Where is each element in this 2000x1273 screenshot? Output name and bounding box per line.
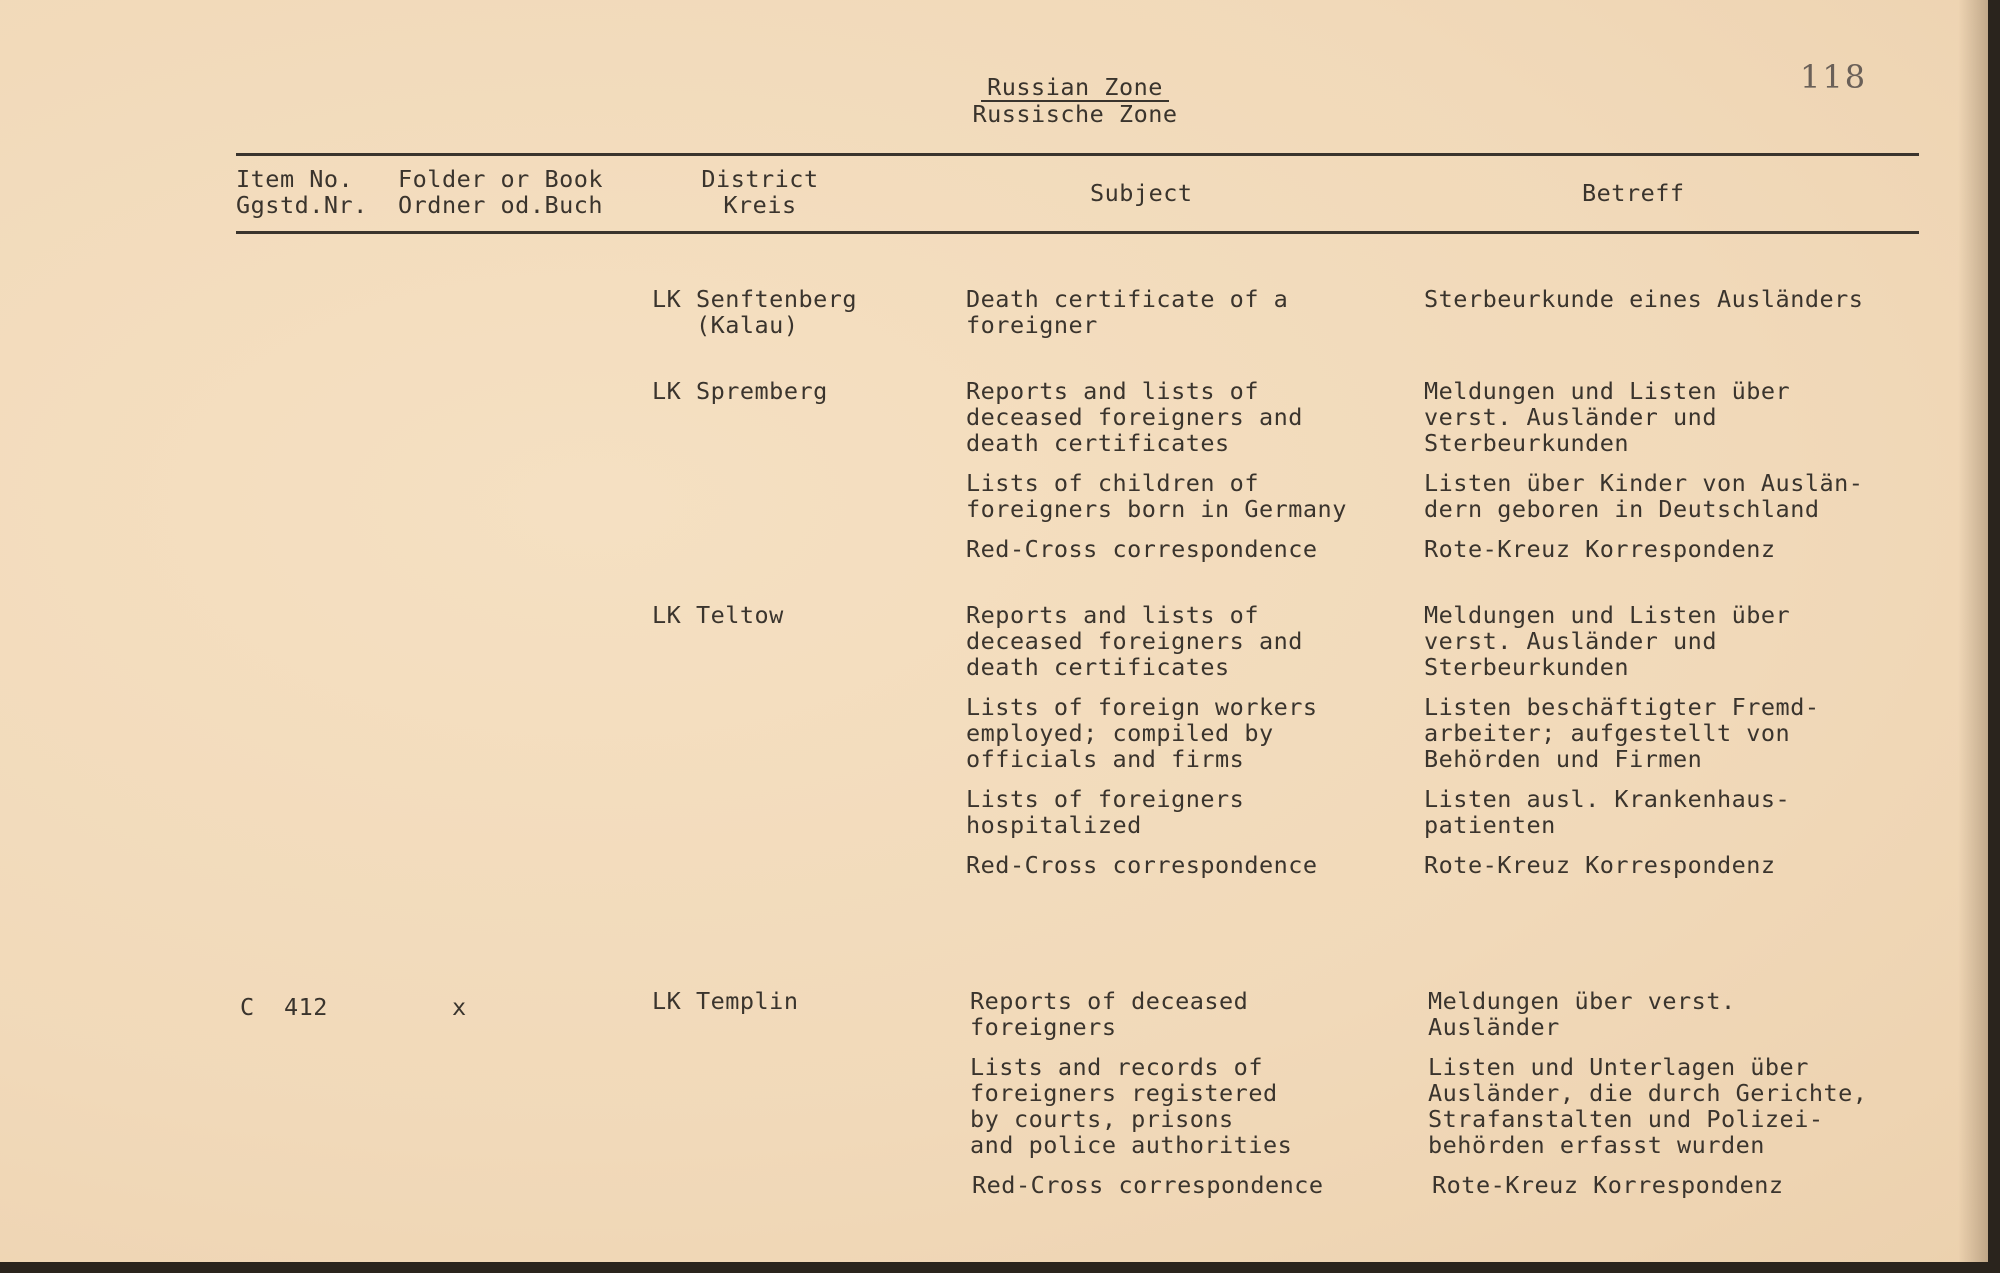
betreff-templin-3: Rote-Kreuz Korrespondenz — [1432, 1171, 1784, 1199]
column-header-district — [680, 166, 840, 218]
subject-spremberg-3: Red-Cross correspondence — [966, 535, 1318, 563]
betreff-spremberg-3: Rote-Kreuz Korrespondenz — [1424, 535, 1776, 563]
subject-teltow-2: Lists of foreign workers employed; compiled by officials and firms — [966, 693, 1318, 773]
betreff-senftenberg-1: Sterbeurkunde eines Ausländers — [1424, 285, 1864, 313]
column-header-district-de: Kreis — [723, 191, 797, 219]
betreff-teltow-1: Meldungen und Listen über verst. Ausländer und Sterbeurkunden — [1424, 601, 1791, 681]
column-header-item-de: Ggstd.Nr. — [236, 191, 368, 219]
zone-title-english: Russian Zone — [981, 74, 1169, 102]
district-senftenberg: LK Senftenberg (Kalau) — [652, 285, 858, 339]
column-header-folder — [398, 166, 603, 218]
subject-teltow-3: Lists of foreigners hospitalized — [966, 785, 1245, 839]
zone-title-german: Russische Zone — [972, 100, 1178, 128]
betreff-teltow-2: Listen beschäftigter Fremd- arbeiter; aufgestellt von Behörden und Firmen — [1424, 693, 1820, 773]
subject-teltow-4: Red-Cross correspondence — [966, 851, 1318, 879]
column-header-subject: Subject — [1090, 179, 1193, 207]
district-teltow: LK Teltow — [652, 601, 784, 629]
header-rule-bottom — [236, 231, 1919, 234]
zone-title — [960, 74, 1190, 126]
column-header-item-en: Item No. — [236, 165, 354, 193]
item-number-templin: C 412 — [240, 993, 328, 1021]
betreff-teltow-4: Rote-Kreuz Korrespondenz — [1424, 851, 1776, 879]
subject-teltow-1: Reports and lists of deceased foreigners and death certificates — [966, 601, 1303, 681]
subject-spremberg-2: Lists of children of foreigners born in Germany — [966, 469, 1347, 523]
subject-templin-1: Reports of deceased foreigners — [970, 987, 1249, 1041]
subject-spremberg-1: Reports and lists of deceased foreigners and death certificates — [966, 377, 1303, 457]
page-edge-shadow — [1958, 0, 1988, 1262]
betreff-spremberg-2: Listen über Kinder von Auslän- dern geboren in Deutschland — [1424, 469, 1864, 523]
district-spremberg: LK Spremberg — [652, 377, 828, 405]
column-header-folder-en: Folder or Book — [398, 165, 604, 193]
column-header-item — [236, 166, 368, 218]
subject-senftenberg-1: Death certificate of a foreigner — [966, 285, 1289, 339]
subject-templin-2: Lists and records of foreigners registered by courts, prisons and police authorities — [970, 1053, 1293, 1159]
district-templin: LK Templin — [652, 987, 799, 1015]
betreff-teltow-3: Listen ausl. Krankenhaus- patienten — [1424, 785, 1791, 839]
column-header-district-en: District — [701, 165, 819, 193]
folder-mark-templin: x — [452, 993, 467, 1021]
betreff-templin-2: Listen und Unterlagen über Ausländer, die durch Gerichte, Strafanstalten und Polizei- behörden erfasst wurden — [1428, 1053, 1868, 1159]
subject-templin-3: Red-Cross correspondence — [972, 1171, 1324, 1199]
header-rule-top — [236, 153, 1919, 156]
page-number: 118 — [1800, 58, 1868, 96]
column-header-betreff: Betreff — [1582, 179, 1685, 207]
betreff-spremberg-1: Meldungen und Listen über verst. Ausländer und Sterbeurkunden — [1424, 377, 1791, 457]
column-header-folder-de: Ordner od.Buch — [398, 191, 604, 219]
betreff-templin-1: Meldungen über verst. Ausländer — [1428, 987, 1736, 1041]
